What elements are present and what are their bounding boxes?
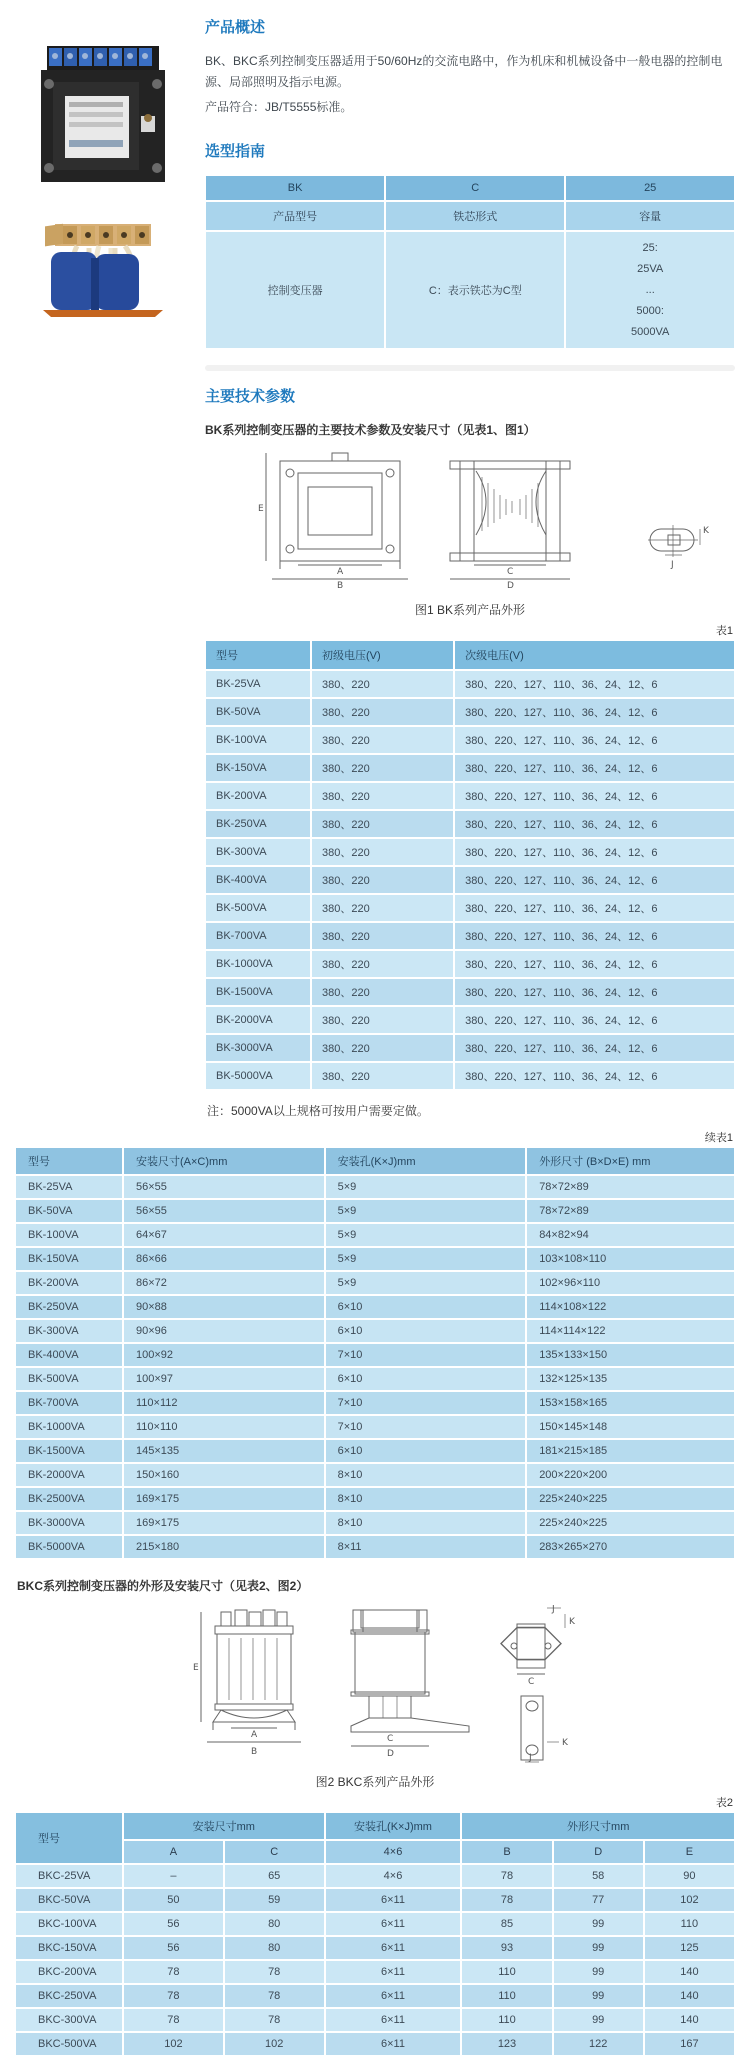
table-cell: 58: [553, 1864, 644, 1888]
table-cell: BK-1500VA: [15, 1439, 123, 1463]
table-cell: 114×108×122: [526, 1295, 735, 1319]
table-row: [205, 754, 735, 782]
table-cell: 102×96×110: [526, 1271, 735, 1295]
table-cell: 56: [123, 1936, 224, 1960]
table-header-cell: 4×6: [325, 1840, 462, 1864]
table2-label: 表2: [715, 1797, 733, 1810]
table-cell: 102: [644, 1888, 735, 1912]
table-row: [15, 1984, 735, 2008]
table-row: [15, 1367, 735, 1391]
table-cell: 6×11: [325, 2008, 462, 2032]
table-cell: 225×240×225: [526, 1487, 735, 1511]
table-row: [15, 1391, 735, 1415]
bk-outline-drawing: [210, 447, 730, 592]
table-row: [15, 1936, 735, 1960]
table-cell: 产品型号: [205, 201, 385, 231]
figure1-caption: 图1 BK系列产品外形: [414, 603, 526, 618]
svg-text:K: K: [569, 1617, 575, 1628]
table-row: [15, 1295, 735, 1319]
table-cell: 100×92: [123, 1343, 325, 1367]
table-cell: 380、220、127、110、36、24、12、6: [454, 838, 735, 866]
table-row: [15, 1864, 735, 1888]
table-row: [205, 231, 735, 349]
table-row: [205, 922, 735, 950]
table-cell: 铁芯形式: [385, 201, 565, 231]
table-row: [15, 1415, 735, 1439]
table-row: [205, 1034, 735, 1062]
table-row: [205, 201, 735, 231]
overview-standard: 产品符合：JB/T5555标准。: [205, 100, 353, 114]
table-cell: 78: [461, 1888, 552, 1912]
table-header-cell: E: [644, 1840, 735, 1864]
table-cell: C: [385, 175, 565, 201]
table-cell: 86×72: [123, 1271, 325, 1295]
table-cell: 99: [553, 2008, 644, 2032]
table-row: [15, 1439, 735, 1463]
table-row: [15, 1912, 735, 1936]
table-cell: 167: [644, 2032, 735, 2056]
table-cell: 200×220×200: [526, 1463, 735, 1487]
table-cell: BKC-250VA: [15, 1984, 123, 2008]
table-cell: 容量: [565, 201, 735, 231]
table-cell: 380、220、127、110、36、24、12、6: [454, 866, 735, 894]
table-cell: 380、220: [311, 950, 454, 978]
table-cell: 380、220: [311, 810, 454, 838]
table-cell: 380、220: [311, 782, 454, 810]
table-row: [205, 894, 735, 922]
table-cell: BK-400VA: [205, 866, 311, 894]
table-header-row: [15, 1147, 735, 1175]
table-cell: BKC-25VA: [15, 1864, 123, 1888]
table-cell: BK-1500VA: [205, 978, 311, 1006]
table-cell: BK-100VA: [205, 726, 311, 754]
table-cell: BK-25VA: [205, 670, 311, 698]
table-cell: 5×9: [325, 1175, 527, 1199]
table-cell: BKC-100VA: [15, 1912, 123, 1936]
table-cell: 99: [553, 1984, 644, 2008]
table-cell: 135×133×150: [526, 1343, 735, 1367]
table-cell: 6×11: [325, 2032, 462, 2056]
table-cell: BK-500VA: [205, 894, 311, 922]
table-cell: 145×135: [123, 1439, 325, 1463]
table-cell: 110: [461, 2008, 552, 2032]
table-cell: BK-100VA: [15, 1223, 123, 1247]
table-cell: 169×175: [123, 1511, 325, 1535]
table-cell: 153×158×165: [526, 1391, 735, 1415]
table-row: [15, 1487, 735, 1511]
table-cell: 78×72×89: [526, 1199, 735, 1223]
table-cell: BK-5000VA: [205, 1062, 311, 1090]
table-cell: 110: [644, 1912, 735, 1936]
table-row: [205, 698, 735, 726]
table-cell: 8×10: [325, 1487, 527, 1511]
table-cell: 控制变压器: [205, 231, 385, 349]
table-header-cell: 次级电压(V): [454, 640, 735, 670]
table-cell: 84×82×94: [526, 1223, 735, 1247]
table-cell: 150×160: [123, 1463, 325, 1487]
tech-params-heading: 主要技术参数: [205, 388, 296, 406]
table-cell: 380、220、127、110、36、24、12、6: [454, 1006, 735, 1034]
table-cell: BKC-50VA: [15, 1888, 123, 1912]
table-cell: 380、220: [311, 698, 454, 726]
figure2: [15, 1604, 735, 1769]
bk-intro-text: BK系列控制变压器的主要技术参数及安装尺寸（见表1、图1）: [205, 423, 536, 438]
table-cell: 86×66: [123, 1247, 325, 1271]
table-cell: 140: [644, 1960, 735, 1984]
svg-text:K: K: [562, 1738, 568, 1749]
transformer-base: [43, 310, 163, 317]
table1-label: 表1: [715, 625, 733, 638]
table-cell: 102: [123, 2032, 224, 2056]
table-row: [205, 866, 735, 894]
table-cell: 6×11: [325, 1888, 462, 1912]
table-header-cell: 初级电压(V): [311, 640, 454, 670]
table-cell: 85: [461, 1912, 552, 1936]
table-row: [205, 1006, 735, 1034]
svg-text:J: J: [529, 1753, 532, 1764]
table-header-cell: C: [224, 1840, 325, 1864]
svg-text:B: B: [337, 581, 344, 592]
table-cell: BK-700VA: [205, 922, 311, 950]
table-header-cell: B: [461, 1840, 552, 1864]
table-row: [15, 1175, 735, 1199]
table-header-cell: 型号: [205, 640, 311, 670]
overview-heading: 产品概述: [205, 19, 266, 36]
table-row: [15, 1199, 735, 1223]
table-cell: 380、220: [311, 754, 454, 782]
table-cell: 103×108×110: [526, 1247, 735, 1271]
table-header-cell: 安装尺寸(A×C)mm: [123, 1147, 325, 1175]
bkc-dimension-table: [15, 1812, 735, 2056]
figure2-caption: 图2 BKC系列产品外形: [315, 1775, 435, 1790]
table-cell: 380、220、127、110、36、24、12、6: [454, 726, 735, 754]
svg-text:D: D: [387, 1749, 394, 1760]
table-cell: 64×67: [123, 1223, 325, 1247]
table-cell: 123: [461, 2032, 552, 2056]
table-subheader-row: [15, 1840, 735, 1864]
table-cell: 78: [461, 1864, 552, 1888]
svg-text:K: K: [703, 526, 709, 537]
table-cell: BK-150VA: [15, 1247, 123, 1271]
table-cell: 110×110: [123, 1415, 325, 1439]
table-cell: BKC-300VA: [15, 2008, 123, 2032]
table-cell: BK-1000VA: [15, 1415, 123, 1439]
svg-text:E: E: [193, 1663, 199, 1674]
table-cell: 7×10: [325, 1391, 527, 1415]
table-cell: 90×96: [123, 1319, 325, 1343]
table-cell: 169×175: [123, 1487, 325, 1511]
content-column: [190, 10, 735, 1125]
table-cell: 65: [224, 1864, 325, 1888]
table-cell: BK-500VA: [15, 1367, 123, 1391]
table-row: [205, 670, 735, 698]
table-cell: BK: [205, 175, 385, 201]
table-cell: 90×88: [123, 1295, 325, 1319]
table-cell: 102: [224, 2032, 325, 2056]
table-cell: BK-50VA: [205, 698, 311, 726]
table-cell: 6×10: [325, 1319, 527, 1343]
table-cell: 380、220、127、110、36、24、12、6: [454, 754, 735, 782]
table-cell: 5×9: [325, 1271, 527, 1295]
table-cell: 8×10: [325, 1511, 527, 1535]
table-cell: 6×11: [325, 1984, 462, 2008]
table-cell: 25: [565, 175, 735, 201]
table-cell: 215×180: [123, 1535, 325, 1559]
bk-dimension-table: [15, 1147, 735, 1559]
table-cell: 56×55: [123, 1199, 325, 1223]
table-row: [205, 838, 735, 866]
svg-text:B: B: [251, 1747, 258, 1758]
table-cell: 380、220: [311, 894, 454, 922]
table-row: [15, 1463, 735, 1487]
table-cell: 380、220: [311, 838, 454, 866]
table-cell: 380、220、127、110、36、24、12、6: [454, 950, 735, 978]
table-cell: 110: [461, 1984, 552, 2008]
table-cell: 140: [644, 1984, 735, 2008]
table-cell: 283×265×270: [526, 1535, 735, 1559]
table-cell: 380、220: [311, 1062, 454, 1090]
table-cell: 380、220: [311, 978, 454, 1006]
table-cell: 380、220: [311, 726, 454, 754]
terminal-blocks: [49, 48, 152, 66]
section-divider: [205, 365, 735, 371]
table-cell: 114×114×122: [526, 1319, 735, 1343]
svg-text:A: A: [251, 1730, 258, 1741]
table-cell: BKC-200VA: [15, 1960, 123, 1984]
table-header-cell: 安装尺寸mm: [123, 1812, 325, 1840]
table-row: [15, 1343, 735, 1367]
table-row: [205, 726, 735, 754]
table-row: [15, 1511, 735, 1535]
table-cell: 380、220、127、110、36、24、12、6: [454, 922, 735, 950]
table-cell: BK-25VA: [15, 1175, 123, 1199]
table-cell: 77: [553, 1888, 644, 1912]
bkc-transformer-photo: [33, 218, 173, 318]
table-cell: BK-200VA: [15, 1271, 123, 1295]
table-cell: 5×9: [325, 1199, 527, 1223]
table-row: [205, 810, 735, 838]
table-cell: 225×240×225: [526, 1511, 735, 1535]
table-cell: 50: [123, 1888, 224, 1912]
capacity-lines: 25: 25VA ... 5000: 5000VA: [631, 242, 670, 338]
figure1: [205, 447, 735, 597]
svg-text:C: C: [507, 567, 514, 578]
table-cell: BK-200VA: [205, 782, 311, 810]
table-cell: 78×72×89: [526, 1175, 735, 1199]
table-header-row: [15, 1812, 735, 1840]
table-cell: 56: [123, 1912, 224, 1936]
table-row: [205, 175, 735, 201]
table-cell: 5×9: [325, 1247, 527, 1271]
table-cell: 6×10: [325, 1439, 527, 1463]
table-cell: BK-250VA: [205, 810, 311, 838]
table-cell: 110×112: [123, 1391, 325, 1415]
table-cell: –: [123, 1864, 224, 1888]
table-cell: BKC-150VA: [15, 1936, 123, 1960]
table-row: [15, 1319, 735, 1343]
product-photo-column: [15, 10, 190, 1125]
table-cell: 110: [461, 1960, 552, 1984]
svg-text:J: J: [552, 1605, 555, 1616]
table-cell: 4×6: [325, 1864, 462, 1888]
table-cell: 78: [123, 1984, 224, 2008]
table-cell: 78: [224, 1984, 325, 2008]
bkc-terminal-screws: [63, 226, 149, 244]
table-cell: 140: [644, 2008, 735, 2032]
table-row: [15, 1223, 735, 1247]
cont-table-label: 续表1: [704, 1132, 733, 1145]
table-header-cell: 外形尺寸 (B×D×E) mm: [526, 1147, 735, 1175]
table-cell: 78: [224, 2008, 325, 2032]
table-cell: 132×125×135: [526, 1367, 735, 1391]
table-cell: BK-3000VA: [15, 1511, 123, 1535]
table-cell: 56×55: [123, 1175, 325, 1199]
table-cell: 380、220、127、110、36、24、12、6: [454, 810, 735, 838]
table-row: [15, 1960, 735, 1984]
table-cell: 6×10: [325, 1295, 527, 1319]
table-cell: BK-2000VA: [205, 1006, 311, 1034]
table-cell: C：表示铁芯为C型: [385, 231, 565, 349]
table-cell: 99: [553, 1936, 644, 1960]
table-cell: 380、220、127、110、36、24、12、6: [454, 978, 735, 1006]
table-header-cell: D: [553, 1840, 644, 1864]
svg-text:D: D: [507, 581, 514, 592]
table-cell: 7×10: [325, 1415, 527, 1439]
table-header-cell: 安装孔(K×J)mm: [325, 1812, 462, 1840]
table-cell: 59: [224, 1888, 325, 1912]
table-cell: BK-250VA: [15, 1295, 123, 1319]
table-cell: 78: [224, 1960, 325, 1984]
svg-text:C: C: [528, 1677, 535, 1688]
svg-text:J: J: [671, 560, 674, 571]
table-cell: BK-2500VA: [15, 1487, 123, 1511]
table-header-cell: 安装孔(K×J)mm: [325, 1147, 527, 1175]
table-row: [15, 1271, 735, 1295]
table-cell: BK-3000VA: [205, 1034, 311, 1062]
table-row: [205, 950, 735, 978]
table-cell: 78: [123, 1960, 224, 1984]
table-cell: 380、220: [311, 670, 454, 698]
table-cell: 7×10: [325, 1343, 527, 1367]
table-row: [205, 978, 735, 1006]
table-cell: BK-300VA: [205, 838, 311, 866]
table-cell: 8×11: [325, 1535, 527, 1559]
table-cell: BK-1000VA: [205, 950, 311, 978]
table-cell: 78: [123, 2008, 224, 2032]
table-cell: 380、220、127、110、36、24、12、6: [454, 670, 735, 698]
table-cell: 6×11: [325, 1912, 462, 1936]
table-row: [15, 1535, 735, 1559]
bk-transformer-photo: [33, 40, 173, 190]
table-header-cell: 型号: [15, 1147, 123, 1175]
table-cell: 380、220、127、110、36、24、12、6: [454, 1034, 735, 1062]
table-cell: 8×10: [325, 1463, 527, 1487]
svg-text:C: C: [387, 1734, 394, 1745]
table-cell: 80: [224, 1912, 325, 1936]
table-cell: 93: [461, 1936, 552, 1960]
selection-guide-heading: 选型指南: [205, 143, 266, 160]
table-cell: 380、220: [311, 866, 454, 894]
table-cell: 6×11: [325, 1960, 462, 1984]
table-cell: BKC-500VA: [15, 2032, 123, 2056]
table-header-row: [205, 640, 735, 670]
table-cell: BK-2000VA: [15, 1463, 123, 1487]
table-cell: BK-5000VA: [15, 1535, 123, 1559]
table-cell: 380、220: [311, 922, 454, 950]
table-cell: 380、220: [311, 1006, 454, 1034]
table-cell: 181×215×185: [526, 1439, 735, 1463]
table1-note: 注：5000VA以上规格可按用户需要定做。: [207, 1104, 429, 1119]
table-cell: 6×11: [325, 1936, 462, 1960]
table-cell: BK-150VA: [205, 754, 311, 782]
table-cell: 125: [644, 1936, 735, 1960]
table-cell: BK-50VA: [15, 1199, 123, 1223]
continuation-section: [0, 1129, 750, 2056]
table-cell: 380、220、127、110、36、24、12、6: [454, 1062, 735, 1090]
bk-voltage-table: [205, 640, 735, 1090]
table-row: [15, 1247, 735, 1271]
table-cell: BK-300VA: [15, 1319, 123, 1343]
table-cell: 380、220: [311, 1034, 454, 1062]
table-cell: 100×97: [123, 1367, 325, 1391]
table-row: [15, 2032, 735, 2056]
table-cell: 99: [553, 1912, 644, 1936]
table-cell: 90: [644, 1864, 735, 1888]
svg-text:A: A: [337, 567, 344, 578]
table-cell: 6×10: [325, 1367, 527, 1391]
bkc-intro-text: BKC系列控制变压器的外形及安装尺寸（见表2、图2）: [17, 1579, 309, 1594]
bkc-outline-drawing: [25, 1604, 725, 1764]
table-cell: 5×9: [325, 1223, 527, 1247]
table-cell: BK-700VA: [15, 1391, 123, 1415]
table-header-cell: A: [123, 1840, 224, 1864]
overview-text: BK、BKC系列控制变压器适用于50/60Hz的交流电路中，作为机床和机械设备中一般电器的控制电源、局部照明及指示电源。: [205, 54, 723, 89]
table-cell: 380、220、127、110、36、24、12、6: [454, 698, 735, 726]
table-header-cell: 外形尺寸mm: [461, 1812, 735, 1840]
table-cell: 150×145×148: [526, 1415, 735, 1439]
table-cell: BK-400VA: [15, 1343, 123, 1367]
selection-guide-table: [205, 175, 735, 349]
table-row: [15, 2008, 735, 2032]
table-row: [205, 1062, 735, 1090]
table-row: [15, 1888, 735, 1912]
table-cell: 99: [553, 1960, 644, 1984]
table-cell-capacity: [565, 231, 735, 349]
table-header-cell: 型号: [15, 1812, 123, 1864]
table-cell: 380、220、127、110、36、24、12、6: [454, 894, 735, 922]
table-cell: 122: [553, 2032, 644, 2056]
table-cell: 80: [224, 1936, 325, 1960]
table-row: [205, 782, 735, 810]
svg-text:E: E: [258, 504, 264, 515]
table-cell: 380、220、127、110、36、24、12、6: [454, 782, 735, 810]
